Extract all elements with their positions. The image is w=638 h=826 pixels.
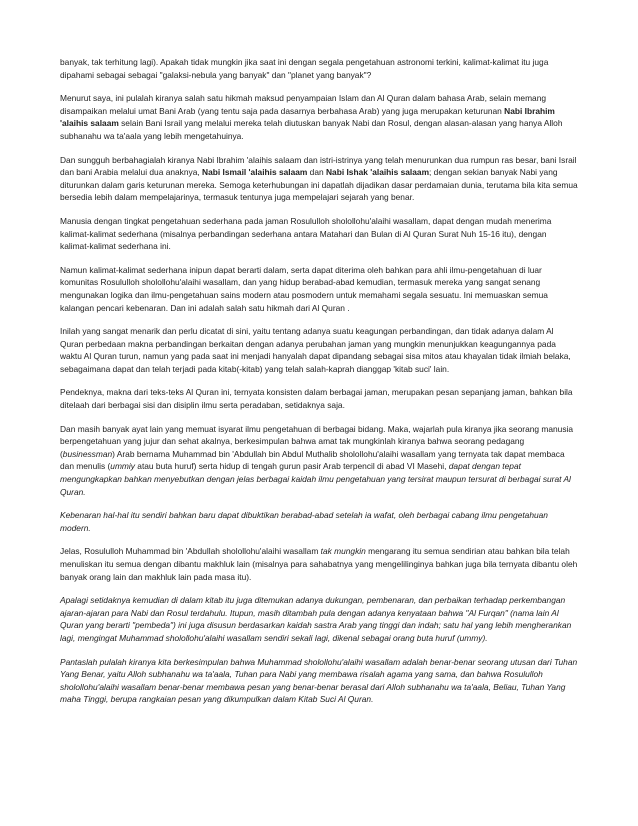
paragraph-text: Kebenaran hal-hal itu sendiri bahkan baru dapat dibuktikan berabad-abad setelah ia wafat, oleh berbagai cabang ilmu pengetahuan modern. (60, 510, 548, 533)
paragraph (60, 656, 578, 706)
paragraph-text: banyak, tak terhitung lagi). Apakah tidak mungkin jika saat ini dengan segala pengetahuan astronomi terkini, kalimat-kalimat itu juga dipahami sebagai sebagai "galaksi-nebula yang banyak" dan "planet yang banyak"? (60, 57, 549, 80)
paragraph-text: selain Bani Israil yang melalui mereka telah diutuskan banyak Nabi dan Rosul, dengan alasan-alasan yang hanya Alloh subhanahu wa ta'aala yang lebih mengetahuinya. (60, 118, 563, 141)
paragraph-text: atau buta huruf) serta hidup di tengah gurun pasir Arab terpencil di abad VI Masehi, (134, 461, 449, 472)
bold-text: Nabi Ibrahim 'alaihis salaam (60, 105, 555, 129)
paragraph-text: Jelas, Rosululloh Muhammad bin 'Abdullah sholollohu'alaihi wasallam (60, 546, 321, 557)
italic-text: businessman (62, 448, 113, 459)
paragraph-text: Dan sungguh berbahagialah kiranya Nabi Ibrahim 'alaihis salaam dan istri-istrinya yang telah menurunkan dua rumpun ras besar, bani Israil dan bani Arabia melalui dua anaknya, (60, 154, 577, 178)
paragraph (60, 545, 578, 583)
paragraph-text: ; dengan sekian banyak Nabi yang diturunkan dalam garis keturunan mereka. Semoga keterhubungan ini dapatlah dijadikan dasar perdamaian dunia, terutama bila kita semua bersedia lebih dalam mempelajarinya, termasuk tentunya juga mempelajari sejarah yang benar. (60, 167, 578, 203)
paragraph (60, 386, 578, 411)
paragraph (60, 92, 578, 142)
italic-text: tak mungkin (320, 546, 366, 557)
paragraph (60, 594, 578, 644)
paragraph-text: Inilah yang sangat menarik dan perlu dicatat di sini, yaitu tentang adanya suatu keagungan perbandingan, dan tidak adanya dalam Al Quran perbedaan makna perbandingan berkaitan dengan adanya perubahan jaman yang mungkin menunjukkan keagungannya pada waktu Al Quran turun, namun yang pada saat ini menjadi hanyalah dapat dipandang sebagai sisa mitos atau khayalan tidak ilmiah belaka, sebagaimana dapat dan telah terjadi pada kitab(-kitab) yang telah salah-kaprah dianggap 'kitab suci' lain. (60, 326, 571, 374)
paragraph-text: ) Arab bernama Muhammad bin 'Abdullah bin Abdul Muthalib sholollohu'alaihi wasallam yang ternyata tak dapat membaca dan menulis ( (60, 448, 565, 472)
paragraph-text: Pantaslah pulalah kiranya kita berkesimpulan bahwa Muhammad sholollohu'alaihi wasallam adalah benar-benar seorang utusan dari Tuhan Yang Benar, yaitu Alloh subhanahu wa ta'aala, Tuhan para Nabi yang membawa risalah agama yang sama, dan bahwa Rosululloh sholollohu'alaihi wasallam benar-benar membawa pesan yang benar-benar berasal dari Alloh subhanahu wa ta'aala, Beliau, Tuhan Yang maha Tinggi, berupa rangkaian pesan yang dikumpulkan dalam Kitab Suci Al Quran. (60, 656, 578, 705)
paragraph-text: Namun kalimat-kalimat sederhana inipun dapat berarti dalam, serta dapat diterima oleh bahkan para ahli ilmu-pengetahuan di luar komunitas Rosululloh sholollohu'alaihi wasallam, dan yang hidup berabad-abad kemudian, termasuk mereka yang sangat senang mengunakan logika dan ilmu-pengetahuan sains modern atau posmodern untuk memahami segala sesuatu. Ini memuaskan semua kalangan pencari kebenaran. Dan ini adalah salah satu hikmah dari Al Quran . (60, 264, 548, 313)
paragraph (60, 264, 578, 314)
paragraph (60, 154, 578, 204)
paragraph (60, 509, 578, 534)
italic-text: dapat dengan tepat mengungkapkan bahkan menyebutkan dengan jelas berbagai kaidah ilmu pengetahuan yang tersirat maupun tersurat di berbagai surat Al Quran. (60, 461, 571, 497)
paragraph-text: Menurut saya, ini pulalah kiranya salah satu hikmah maksud penyampaian Islam dan Al Quran dalam bahasa Arab, selain memang disampaikan melalui umat Bani Arab (yang tentu saja pada dasarnya berbahasa Arab) yang juga merupakan keturunan (60, 93, 547, 116)
paragraph (60, 56, 578, 81)
paragraph-text: Apalagi setidaknya kemudian di dalam kitab itu juga ditemukan adanya dukungan, pembenaran, dan perbaikan terhadap perkembangan ajaran-ajaran para Nabi dan Rosul terdahulu. Itupun, masih ditambah pula dengan adanya kenyataan bahwa "Al Furqan" (nama lain Al Quran yang berarti "pembeda") ini juga disusun berdasarkan kaidah sastra Arab yang tinggi dan indah; satu hal yang lebih mengherankan lagi, mengingat Muhammad sholollohu'alaihi wasallam sendiri sekali lagi, dikenal sebagai orang buta huruf (ummy). (60, 595, 572, 643)
bold-text: Nabi Ishak 'alaihis salaam (326, 167, 430, 178)
italic-text: ummiy (110, 461, 135, 472)
paragraph (60, 423, 578, 499)
paragraph-text: Dan masih banyak ayat lain yang memuat isyarat ilmu pengetahuan di berbagai bidang. Maka, wajarlah pula kiranya jika seorang manusia berpengetahuan yang jujur dan sehat akalnya, berkesimpulan bahwa amat tak mungkinlah kiranya bahwa seorang pedagang ( (60, 423, 574, 459)
paragraph (60, 215, 578, 253)
paragraph-text: Pendeknya, makna dari teks-teks Al Quran ini, ternyata konsisten dalam berbagai jaman, merupakan pesan sepanjang jaman, bahkan bila ditelaah dari berbagai sisi dan disiplin ilmu serta peradaban, setidaknya saja. (60, 387, 573, 411)
paragraph (60, 325, 578, 375)
paragraph-text: Manusia dengan tingkat pengetahuan sederhana pada jaman Rosululloh sholollohu'alaihi wasallam, dapat dengan mudah menerima kalimat-kalimat sederhana (misalnya perbandingan sederhana antara Matahari dan Bulan di Al Quran Surat Nuh 15-16 itu), dengan kalimat-kalimat sederhana ini. (60, 215, 552, 252)
paragraph-text: mengarang itu semua sendirian atau bahkan bila telah menuliskan itu semua dengan dibantu makhluk lain (misalnya para sahabatnya yang mengelilinginya bahkan juga bila ternyata dibantu oleh banyak orang lain dan makhluk lain pada masa itu). (60, 546, 578, 582)
bold-text: Nabi Ismail 'alaihis salaam (202, 167, 308, 178)
document-page (60, 56, 578, 717)
paragraph-text: dan (307, 167, 326, 178)
